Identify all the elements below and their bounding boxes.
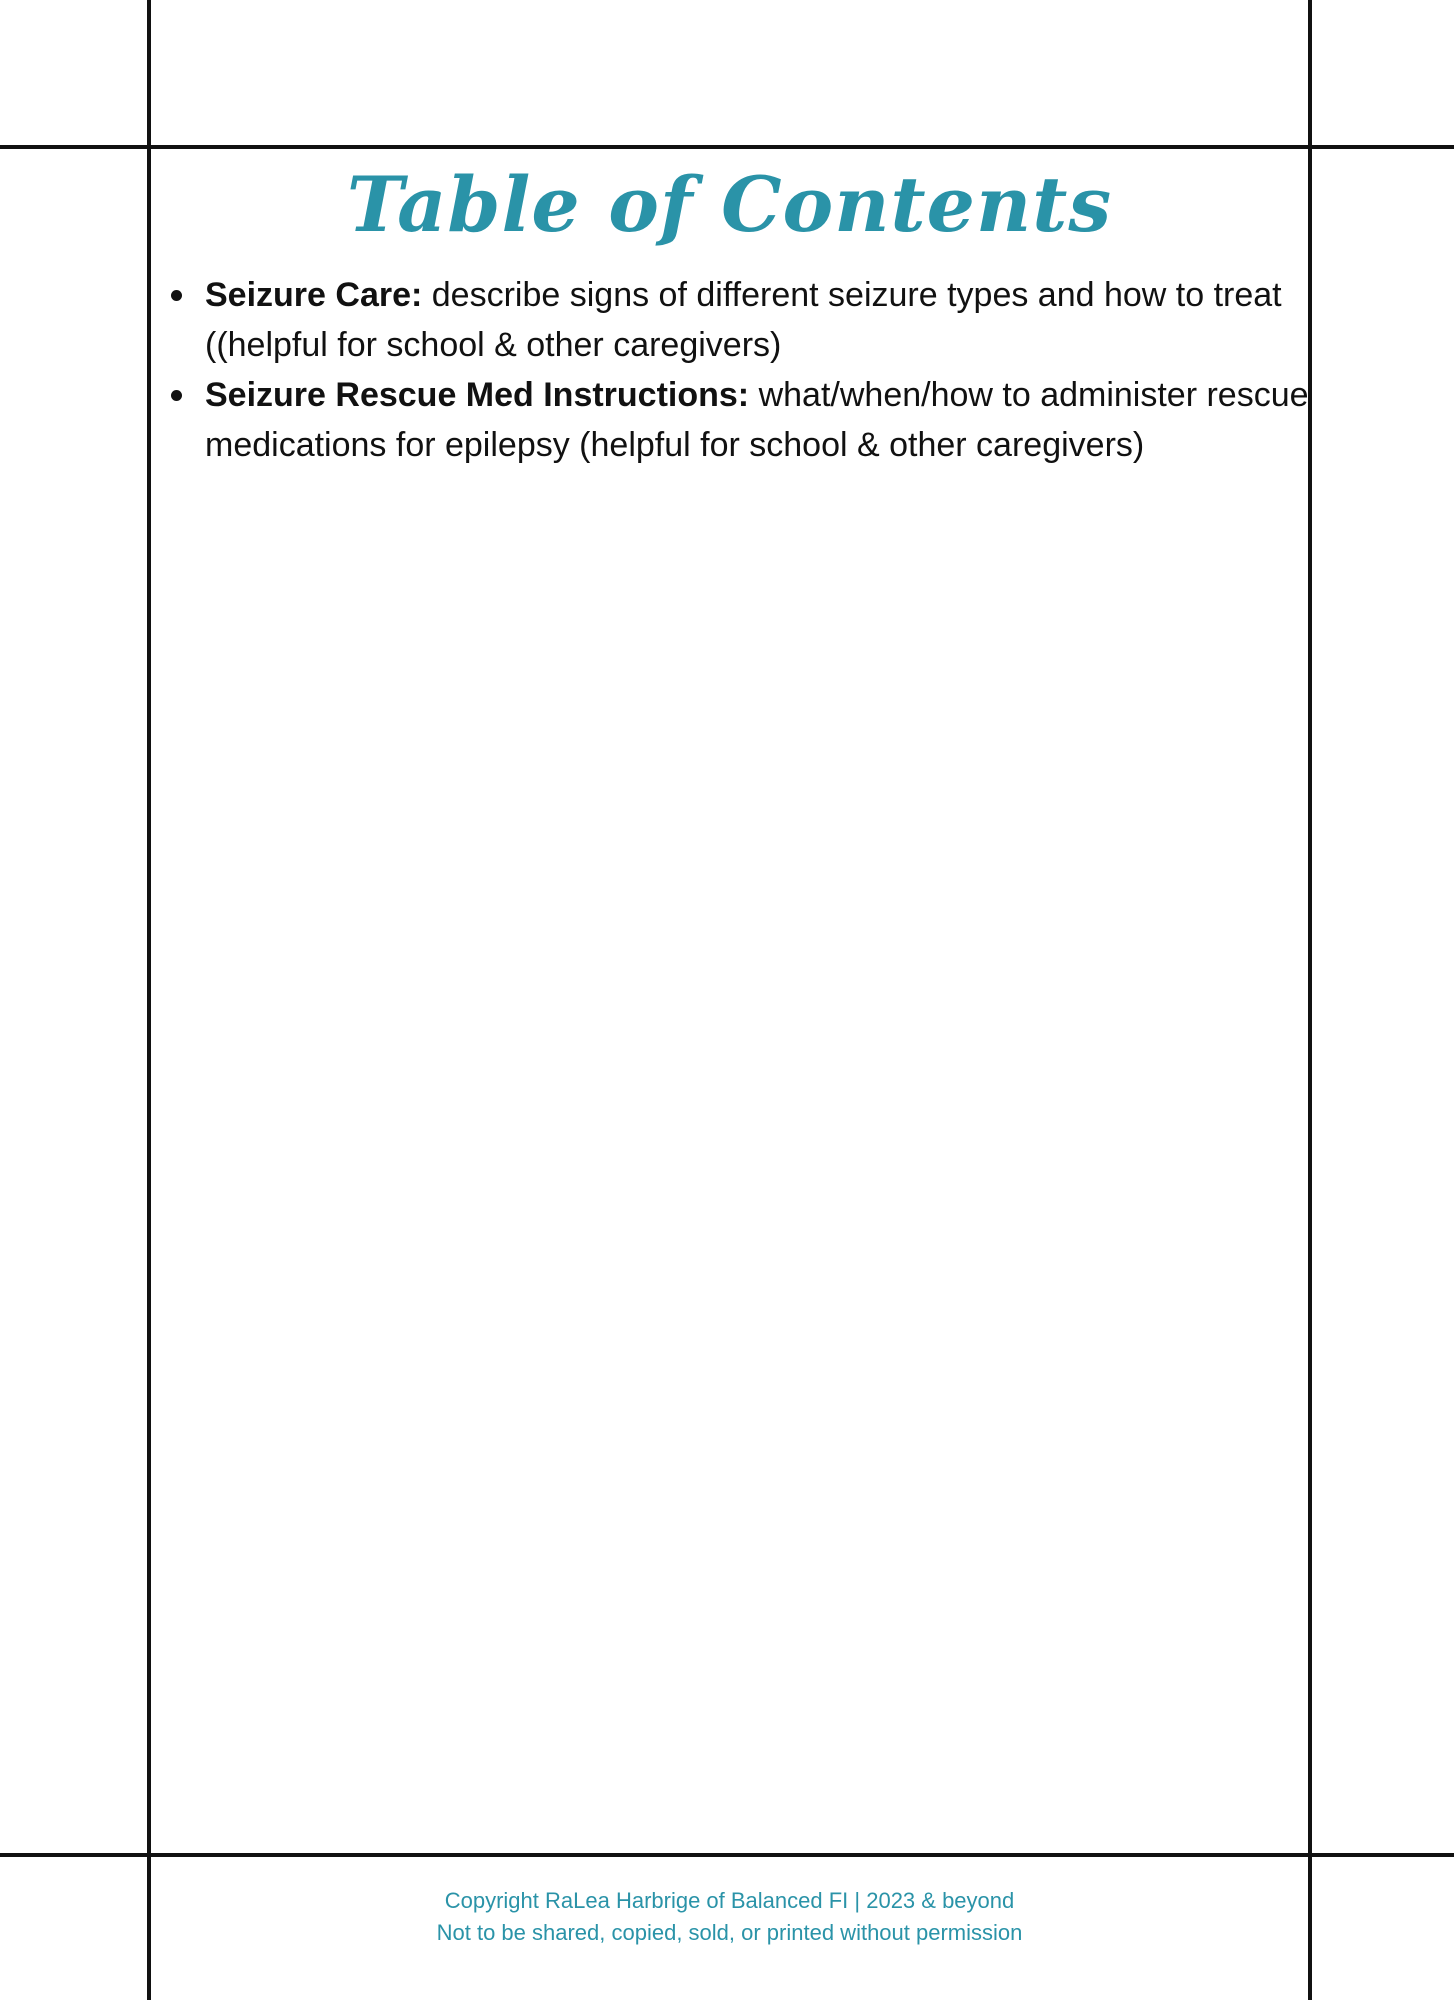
toc-item-description: describe signs of different seizure types and how to treat ((helpful for school & other caregivers) (205, 276, 1282, 364)
toc-item-seizure-rescue-med (205, 370, 1310, 470)
page-title: Table of Contents (346, 160, 1113, 249)
bullet-icon (171, 290, 182, 301)
table-of-contents-list (160, 270, 1310, 470)
permission-notice: Not to be shared, copied, sold, or printed without permission (436, 1920, 1023, 1945)
left-margin-rule (147, 0, 151, 2000)
toc-item-label: Seizure Care: (205, 276, 423, 314)
toc-item-description: what/when/how to administer rescue medications for epilepsy (helpful for school & other caregivers) (205, 376, 1309, 464)
bottom-margin-rule (0, 1853, 1454, 1857)
bullet-icon (171, 390, 182, 401)
top-margin-rule (0, 145, 1454, 149)
toc-item-seizure-care (205, 270, 1310, 370)
toc-item-label: Seizure Rescue Med Instructions: (205, 376, 750, 414)
copyright-footer (151, 1885, 1308, 1949)
copyright-line: Copyright RaLea Harbrige of Balanced FI | 2023 & beyond (444, 1888, 1015, 1913)
